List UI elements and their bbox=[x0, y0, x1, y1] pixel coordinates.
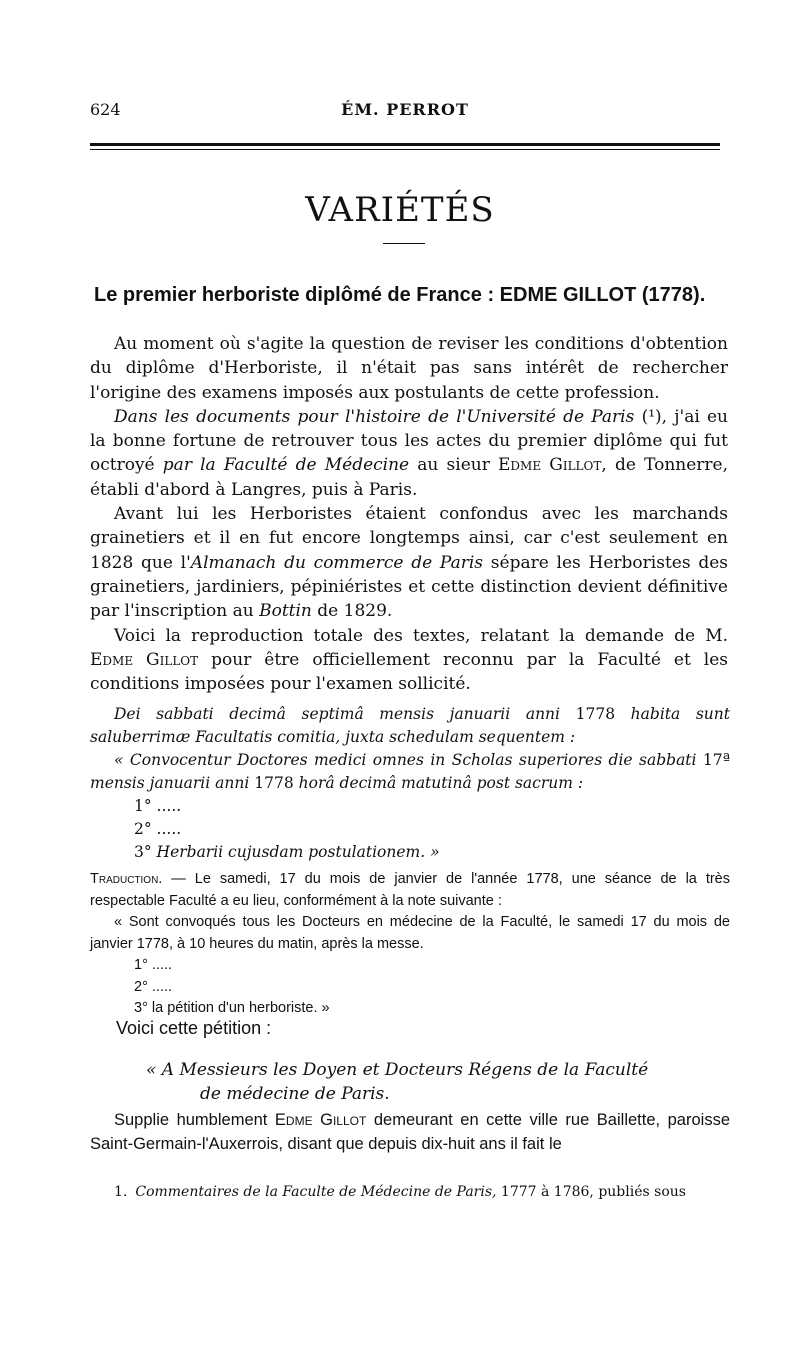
translation-enum-1: 1° ..... bbox=[134, 957, 173, 973]
enum-number: 3° bbox=[134, 843, 157, 861]
footnote-title: Commentaires de la Faculte de Médecine de Paris, bbox=[135, 1184, 497, 1200]
faculty-name: par la Faculté de Médecine bbox=[162, 455, 410, 476]
petition-intro: Voici cette pétition : bbox=[116, 1018, 272, 1038]
bottin-title: Bottin bbox=[259, 601, 312, 622]
translation-label: Traduction. bbox=[90, 871, 163, 887]
page-header bbox=[90, 100, 720, 124]
latin-text: Dei sabbati decimâ septimâ mensis januarii anni bbox=[114, 705, 576, 723]
translation-enum-2: 2° ..... bbox=[134, 978, 173, 995]
paragraph-4 bbox=[90, 624, 728, 697]
title-divider bbox=[383, 243, 425, 244]
latin-year: 1778 bbox=[575, 705, 616, 723]
paragraph-3 bbox=[90, 502, 728, 623]
latin-line-1 bbox=[90, 703, 730, 749]
translation-block bbox=[90, 869, 730, 1020]
address-line-1: « A Messieurs les Doyen et Docteurs Régens de la Faculté bbox=[146, 1060, 649, 1080]
footnote bbox=[90, 1182, 730, 1202]
citation-title: Dans les documents pour l'histoire de l'Université de Paris bbox=[114, 406, 635, 427]
person-name: Edme Gillot bbox=[498, 455, 602, 476]
article-body bbox=[90, 332, 728, 696]
article-subtitle: Le premier herboriste diplômé de France : EDME GILLOT (1778). bbox=[94, 284, 706, 306]
paragraph-2-text-c: , de Tonnerre, établi d'abord à Langres, puis à Paris. bbox=[90, 455, 728, 500]
person-name: Edme Gillot bbox=[274, 1111, 367, 1129]
translation-enum-3: 3° la pétition d'un herboriste. » bbox=[134, 1000, 330, 1016]
latin-text-b: mensis januarii anni bbox=[90, 774, 255, 792]
latin-year: 1778 bbox=[254, 774, 294, 792]
petition-text bbox=[90, 1108, 730, 1156]
petition-text-b: demeurant en cette ville rue Baillette, paroisse Saint-Germain-l'Auxerrois, disant que depuis dix-huit ans il fait le bbox=[90, 1111, 730, 1153]
header-rule-thin bbox=[90, 149, 720, 150]
paragraph-3-text-c: de 1829. bbox=[311, 601, 393, 622]
latin-text: « Convocentur Doctores medici omnes in Scholas superiores die sabbati bbox=[114, 751, 703, 769]
address-line-2: de médecine de Paris. bbox=[200, 1084, 390, 1104]
paragraph-4-text: Voici la reproduction totale des textes, relatant la demande de M. bbox=[114, 625, 728, 646]
latin-enum-2: 2° ..... bbox=[134, 820, 182, 838]
latin-day: 17ª bbox=[702, 751, 730, 769]
petition-address bbox=[146, 1058, 706, 1106]
paragraph-1: Au moment où s'agite la question de reviser les conditions d'obtention du diplôme d'Herboriste, il n'était pas sans intérêt de rechercher l'origine des examens imposés aux postulants de cette profession. bbox=[90, 334, 728, 403]
paragraph-2-text: (¹), j'ai eu la bonne fortune de retrouver tous les actes du premier diplôme qui fut octroyé bbox=[90, 406, 728, 476]
section-title: VARIÉTÉS bbox=[305, 190, 495, 230]
running-title: ÉM. PERROT bbox=[341, 100, 469, 119]
footnote-number: 1. bbox=[114, 1184, 128, 1200]
latin-text: Herbarii cujusdam postulationem. » bbox=[156, 843, 440, 861]
latin-text-c: horâ decimâ matutinâ post sacrum : bbox=[293, 774, 584, 792]
translation-line-2: « Sont convoqués tous les Docteurs en médecine de la Faculté, le samedi 17 du mois de janvier 1778, à 10 heures du matin, après la messe. bbox=[90, 914, 730, 952]
person-name: Edme Gillot bbox=[90, 649, 199, 670]
paragraph-2-text-b: au sieur bbox=[409, 455, 499, 476]
latin-enum-1: 1° ..... bbox=[134, 797, 182, 815]
header-rule-thick bbox=[90, 143, 720, 146]
latin-quote bbox=[90, 703, 730, 864]
page-number: 624 bbox=[90, 100, 121, 119]
latin-enum-3 bbox=[134, 841, 730, 864]
paragraph-3-text-b: sépare les Herboristes des grainetiers, jardiniers, pépiniéristes et cette distinction devient définitive par l'inscription au bbox=[90, 552, 728, 622]
footnote-text: 1777 à 1786, publiés sous bbox=[496, 1184, 686, 1200]
paragraph-2 bbox=[90, 405, 728, 502]
translation-line-1 bbox=[90, 869, 730, 912]
paragraph-3-text: Avant lui les Herboristes étaient confondus avec les marchands grainetiers et il en fut encore longtemps ainsi, car c'est seulement en 1828 que l' bbox=[90, 504, 728, 573]
almanach-title: Almanach du commerce de Paris bbox=[190, 552, 484, 573]
translation-text: — Le samedi, 17 du mois de janvier de l'année 1778, une séance de la très respectable Faculté a eu lieu, conformément à la note suivante : bbox=[90, 871, 730, 909]
latin-text-b: habita sunt saluberrimæ Facultatis comitia, juxta schedulam sequentem : bbox=[90, 705, 731, 746]
petition-paragraph bbox=[90, 1108, 730, 1156]
latin-line-2 bbox=[90, 749, 730, 795]
petition-text-a: Supplie humblement bbox=[114, 1111, 275, 1129]
paragraph-4-text-b: pour être officiellement reconnu par la Faculté et les conditions imposées pour l'examen sollicité. bbox=[90, 649, 728, 695]
